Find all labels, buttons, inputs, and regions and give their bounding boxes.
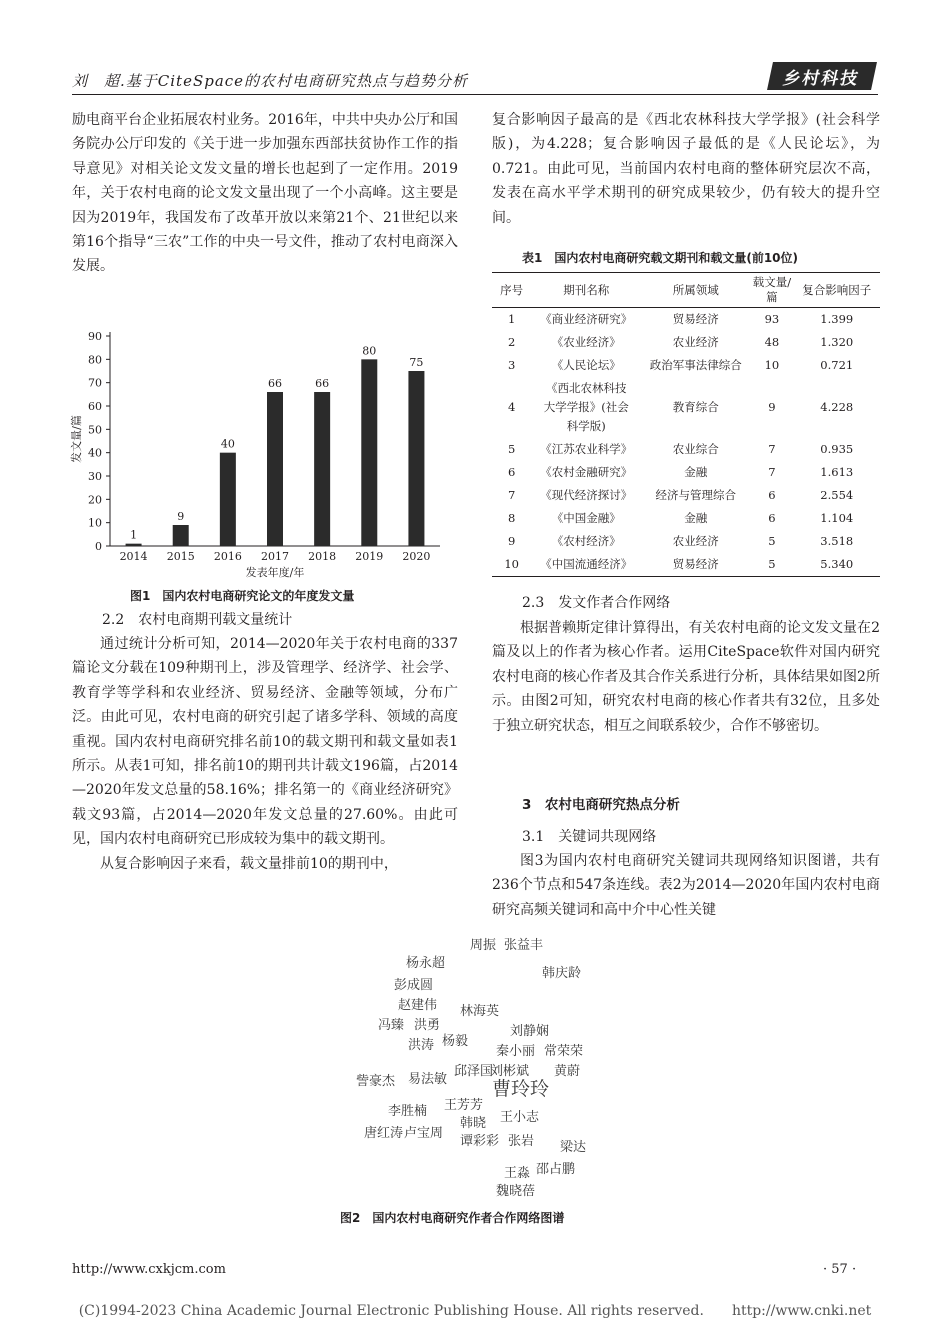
- author-node-label: 卢宝周: [404, 1126, 444, 1141]
- author-node-label: 杨毅: [442, 1034, 469, 1049]
- table-cell: 2: [508, 335, 516, 349]
- col-header: 所属领域: [672, 282, 719, 297]
- table-cell: 《江苏农业科学》: [540, 442, 633, 456]
- table-cell: 经济与管理综合: [655, 488, 736, 502]
- table-cell: 农业经济: [672, 534, 719, 548]
- bar-value-label: 66: [315, 377, 330, 390]
- bar-value-label: 80: [362, 344, 377, 358]
- header-divider: [72, 94, 878, 95]
- y-tick-label: 50: [88, 423, 102, 437]
- bar: [173, 525, 189, 546]
- left-column-top: [72, 108, 458, 279]
- y-tick-label: 10: [88, 516, 102, 530]
- table-cell: 1: [508, 312, 516, 326]
- y-axis-label: 发文量/篇: [70, 415, 83, 463]
- table-cell: 7: [508, 488, 516, 502]
- y-tick-label: 30: [88, 470, 102, 483]
- table-cell: 政治军事法律综合: [649, 358, 742, 372]
- bar: [408, 371, 424, 546]
- y-tick-label: 80: [88, 353, 102, 367]
- author-network-figure: [340, 930, 640, 1205]
- table-cell: 5.340: [820, 557, 854, 571]
- table-cell: 《商业经济研究》: [540, 312, 633, 326]
- author-node-label: 常荣荣: [544, 1044, 584, 1059]
- author-node-label: 魏晓蓓: [496, 1184, 536, 1199]
- left-column-bottom: [72, 632, 458, 876]
- y-tick-label: 90: [88, 330, 102, 343]
- table-cell: 5: [768, 534, 776, 548]
- author-node-label: 林海英: [460, 1004, 500, 1019]
- table-cell: 《现代经济探讨》: [540, 488, 633, 502]
- section-2-2-heading: 2.2 农村电商期刊载文量统计: [102, 612, 293, 628]
- table-cell: 10: [504, 557, 519, 571]
- table-row: [492, 377, 880, 438]
- col-header: 载文量/篇: [752, 275, 792, 304]
- bar: [314, 392, 330, 546]
- table-cell: 6: [768, 488, 776, 502]
- author-node-label: 赵建伟: [398, 998, 438, 1013]
- table-cell: 1.399: [820, 312, 854, 326]
- table-row: [492, 461, 880, 484]
- table-cell: 8: [508, 511, 516, 525]
- table-cell: 金融: [684, 465, 708, 479]
- author-node-label: 刘静娴: [510, 1024, 550, 1039]
- paragraph: 图3为国内农村电商研究关键词共现网络知识图谱，共有236个节点和547条连线。表2为2014—2020年国内农村电商研究高频关键词和高中介中心性关键: [492, 853, 880, 918]
- x-tick-label: 2018: [308, 550, 337, 563]
- table-row: [492, 331, 880, 354]
- author-node-label: 张岩: [508, 1134, 535, 1149]
- col-header: 期刊名称: [563, 282, 610, 297]
- table-cell: 5: [768, 557, 776, 571]
- table-cell: 5: [508, 442, 516, 456]
- author-node-label: 周振: [470, 938, 497, 953]
- footer-url: http://www.cxkjcm.com: [72, 1262, 226, 1277]
- x-tick-label: 2016: [213, 550, 242, 563]
- author-node-label: 韩晓: [460, 1116, 487, 1131]
- bar-value-label: 75: [409, 356, 424, 369]
- bar-value-label: 66: [268, 377, 282, 390]
- table-cell: 4: [508, 400, 516, 414]
- author-node-label: 秦小丽: [496, 1044, 536, 1059]
- section-2-3-heading: 2.3 发文作者合作网络: [522, 595, 671, 611]
- author-node-label: 邱泽国: [454, 1064, 494, 1079]
- table-cell: 6: [768, 511, 776, 525]
- table-row: [492, 354, 880, 377]
- table-cell: 9: [508, 534, 516, 548]
- table-cell: 贸易经济: [672, 557, 719, 571]
- author-node-label: 刘彬斌: [490, 1064, 530, 1079]
- table-cell: 金融: [684, 511, 708, 525]
- x-tick-label: 2017: [261, 550, 289, 563]
- x-tick-label: 2015: [166, 550, 195, 563]
- author-node-label: 张益丰: [504, 938, 544, 953]
- copyright-notice: (C)1994-2023 China Academic Journal Electronic Publishing House. All rights reserved. http://www.cnki.net: [78, 1303, 872, 1319]
- author-node-label: 谭彩彩: [460, 1134, 500, 1149]
- bar: [267, 392, 283, 546]
- table-cell: 7: [768, 465, 776, 479]
- bar-value-label: 9: [177, 510, 185, 523]
- table-row: [492, 530, 880, 553]
- y-tick-label: 20: [88, 493, 102, 507]
- x-axis-label: 发表年度/年: [245, 566, 305, 579]
- table-cell: 48: [764, 335, 780, 349]
- author-node-label: 杨永超: [406, 956, 446, 971]
- paragraph: 从复合影响因子来看，载文量排前10的期刊中，: [100, 855, 398, 872]
- y-tick-label: 40: [88, 446, 102, 460]
- table-header-row: [492, 273, 880, 308]
- section-3-1-heading: 3.1 关键词共现网络: [522, 829, 657, 845]
- author-node-label: 王淼: [504, 1166, 531, 1181]
- table-cell: 4.228: [820, 400, 854, 414]
- y-tick-label: 70: [88, 376, 102, 390]
- paragraph: 复合影响因子最高的是《西北农林科技大学学报》(社会科学版)，为4.228；复合影响因子最低的是《人民论坛》，为0.721。由此可见，当前国内农村电商的整体研究层次不高，发表在高水平学术期刊的研究成果较少，仍有较大的提升空间。: [492, 112, 880, 226]
- right-column-mid: [492, 616, 880, 738]
- table-row: [492, 553, 880, 577]
- figure2-caption: 图2 国内农村电商研究作者合作网络图谱: [340, 1211, 565, 1225]
- table-row: [492, 507, 880, 530]
- table-cell: 3: [508, 358, 516, 372]
- y-tick-label: 0: [95, 540, 102, 553]
- author-node-label: 唐红涛: [364, 1126, 404, 1141]
- table-cell: 《中国流通经济》: [540, 557, 633, 571]
- table-cell: 7: [768, 442, 776, 456]
- right-column-top: [492, 108, 880, 230]
- x-tick-label: 2019: [355, 550, 384, 563]
- author-node-label: 邵占鹏: [536, 1162, 576, 1177]
- table1-caption: 表1 国内农村电商研究载文期刊和载文量(前10位): [522, 251, 799, 265]
- col-header: 复合影响因子: [802, 282, 872, 297]
- table-cell: 农业综合: [672, 442, 719, 456]
- right-column-bottom: [492, 849, 880, 922]
- table-body: [492, 308, 880, 577]
- table-cell: 10: [764, 358, 780, 372]
- author-node-label: 李胜楠: [388, 1104, 428, 1119]
- author-node-label: 曹玲玲: [492, 1078, 550, 1100]
- table-cell: 93: [764, 312, 780, 326]
- figure1-caption: 图1 国内农村电商研究论文的年度发文量: [130, 589, 355, 603]
- journal-table: [492, 272, 880, 577]
- table-cell: 农业经济: [672, 335, 719, 349]
- author-node-label: 韩庆龄: [542, 966, 582, 981]
- table-row: [492, 484, 880, 507]
- table-row: [492, 308, 880, 332]
- table-cell: 1.613: [820, 465, 854, 479]
- page-number: · 57 ·: [823, 1262, 857, 1277]
- author-node-label: 訾豪杰: [356, 1074, 396, 1089]
- table-cell: 1.320: [820, 335, 854, 349]
- table-cell: 1.104: [820, 511, 854, 525]
- table-cell: 《西北农林科技大学学报》(社会科学版): [543, 381, 629, 433]
- bar-value-label: 40: [220, 437, 235, 451]
- bar: [220, 453, 236, 546]
- table-row: [492, 438, 880, 461]
- y-tick-label: 60: [88, 400, 102, 413]
- table-cell: 2.554: [820, 488, 854, 502]
- table-cell: 《中国金融》: [551, 511, 621, 525]
- author-node-label: 易法敏: [408, 1072, 448, 1087]
- table-cell: 《农村金融研究》: [540, 465, 633, 479]
- author-node-label: 王小志: [500, 1110, 540, 1125]
- table-cell: 《农业经济》: [551, 335, 621, 349]
- table-cell: 《人民论坛》: [551, 358, 621, 372]
- paragraph: 通过统计分析可知，2014—2020年关于农村电商的337篇论文分载在109种期刊上，涉及管理学、经济学、社会学、教育学等学科和农业经济、贸易经济、金融等领域，分布广泛。由此可见，农村电商的研究引起了诸多学科、领域的高度重视。国内农村电商研究排名前10的载文期刊和载文量如表1所示。从表1可知，排名前10的期刊共计载文196篇，占2014—2020年发文总量的58.16%；排名第一的《商业经济研究》载文93篇，占2014—2020年发文总量的27.60%。由此可见，国内农村电商研究已形成较为集中的载文期刊。: [72, 636, 458, 848]
- col-header: 序号: [500, 282, 524, 297]
- table-cell: 3.518: [820, 534, 854, 548]
- author-node-label: 冯臻: [378, 1018, 405, 1033]
- table-cell: 0.721: [820, 358, 854, 372]
- table-cell: 贸易经济: [672, 312, 719, 326]
- author-node-label: 黄蔚: [554, 1064, 581, 1079]
- annual-publications-bar-chart: [66, 322, 456, 582]
- journal-logo: 乡村科技: [767, 62, 877, 90]
- x-tick-label: 2014: [119, 550, 148, 563]
- bar-value-label: 1: [130, 528, 138, 542]
- section-3-heading: 3 农村电商研究热点分析: [522, 797, 680, 813]
- paragraph: 根据普赖斯定律计算得出，有关农村电商的论文发文量在2篇及以上的作者为核心作者。运用CiteSpace软件对国内研究农村电商的核心作者及其合作关系进行分析，具体结果如图2所示。由图2可知，研究农村电商的核心作者共有32位，且多处于独立研究状态，相互之间联系较少，合作不够密切。: [492, 620, 880, 734]
- running-title: 刘 超.基于CiteSpace的农村电商研究热点与趋势分析: [72, 72, 469, 90]
- x-tick-label: 2020: [402, 550, 431, 563]
- author-node-label: 洪涛: [408, 1038, 435, 1053]
- table-cell: 0.935: [820, 442, 854, 456]
- table-cell: 教育综合: [672, 400, 719, 414]
- table-cell: 9: [768, 400, 776, 414]
- table-cell: 6: [508, 465, 516, 479]
- paragraph: 励电商平台企业拓展农村业务。2016年，中共中央办公厅和国务院办公厅印发的《关于进一步加强东西部扶贫协作工作的指导意见》对相关论文发文量的增长也起到了一定作用。2019年，关于农村电商的论文发文量出现了一个小高峰。这主要是因为2019年，我国发布了改革开放以来第21个、21世纪以来第16个指导“三农”工作的中央一号文件，推动了农村电商深入发展。: [72, 112, 458, 275]
- bar: [126, 544, 142, 546]
- table-cell: 《农村经济》: [551, 534, 621, 548]
- bar: [361, 359, 377, 546]
- author-node-label: 洪勇: [414, 1018, 441, 1033]
- author-node-label: 梁达: [560, 1140, 587, 1155]
- author-node-label: 王芳芳: [444, 1098, 484, 1113]
- author-node-label: 彭成圆: [394, 978, 434, 993]
